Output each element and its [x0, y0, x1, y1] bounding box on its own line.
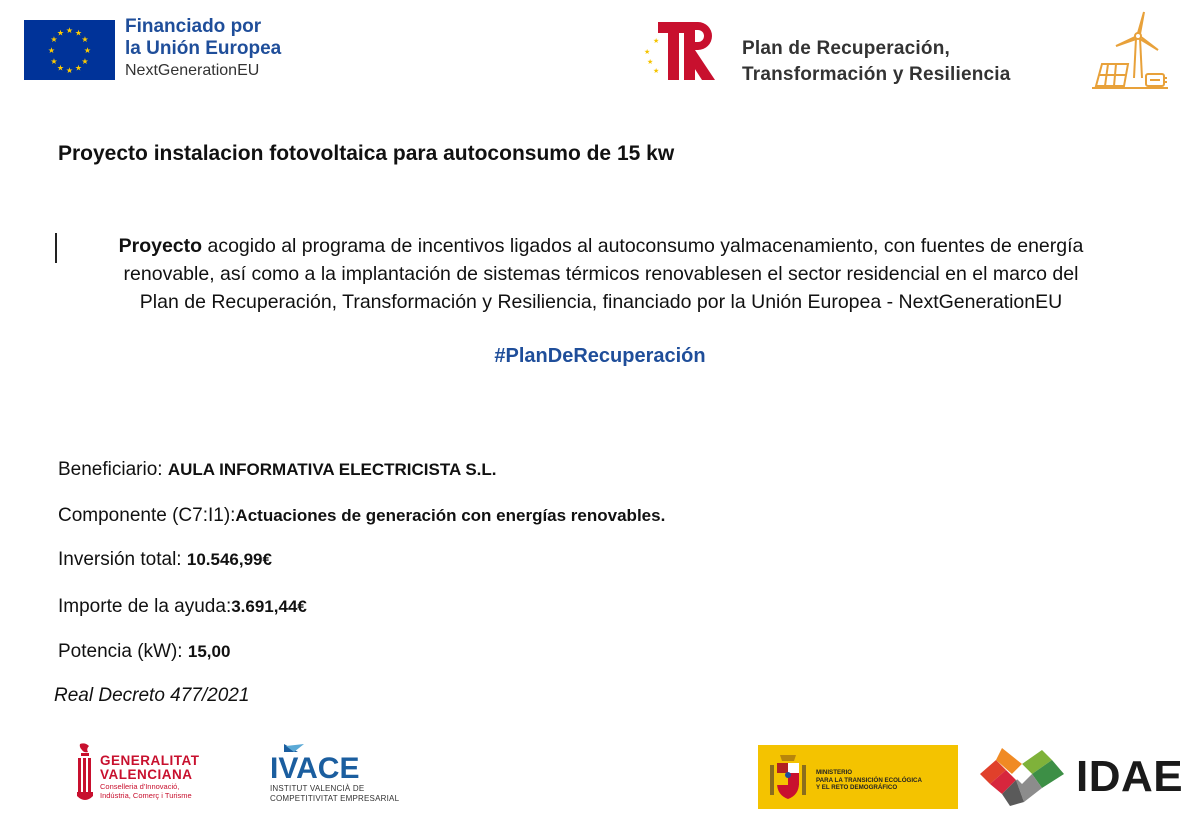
potencia-value: 15,00: [187, 642, 231, 661]
svg-text:★: ★: [56, 63, 65, 73]
importe-value: 3.691,44€: [231, 597, 307, 616]
ivace-subtitle: [270, 784, 399, 804]
svg-text:★: ★: [56, 28, 65, 38]
prtr-label: [742, 36, 1011, 88]
svg-text:★: ★: [81, 57, 89, 66]
svg-text:★: ★: [81, 35, 89, 44]
spain-shield-icon: [768, 751, 808, 803]
paragraph-line-1: [56, 232, 1146, 260]
description-paragraph: [56, 232, 1146, 316]
field-beneficiario: [58, 459, 497, 481]
eu-line-2: la Unión Europea: [125, 38, 282, 59]
prtr-line-2: Transformación y Resiliencia: [742, 64, 1011, 85]
idae-logo-icon: [976, 744, 1068, 808]
prtr-logo-icon: [640, 16, 724, 84]
svg-text:★: ★: [74, 28, 83, 38]
prtr-line-1: Plan de Recuperación,: [742, 38, 950, 59]
paragraph-line-2: renovable, así como a la implantación de sistemas térmicos renovablesen el sector residencial en el marco del: [123, 263, 1079, 285]
idae-word: IDAE: [1076, 752, 1184, 801]
gva-line-3: Conselleria d'Innovació,: [100, 782, 180, 791]
ministerio-logo: [758, 745, 958, 809]
paragraph-line-3: Plan de Recuperación, Transformación y Resiliencia, financiado por la Unión Europea - NextGenerationEU: [139, 291, 1063, 313]
ministerio-line-1: MINISTERIO: [816, 769, 853, 776]
ivace-logo-icon: [270, 744, 382, 782]
inversion-value: 10.546,99€: [186, 550, 272, 569]
gva-line-1: GENERALITAT: [100, 753, 200, 768]
inversion-label: Inversión total:: [58, 549, 182, 570]
ivace-sub-1: INSTITUT VALENCIÀ DE: [270, 784, 365, 793]
svg-text:★: ★: [83, 46, 92, 55]
field-importe: [58, 596, 307, 618]
componente-value: Actuaciones de generación con energías renovables.: [235, 506, 666, 525]
field-inversion: [58, 549, 272, 571]
gva-emblem-icon: [72, 742, 98, 804]
svg-text:★: ★: [74, 63, 83, 73]
renewable-energy-icon: [1090, 8, 1170, 92]
svg-text:★: ★: [653, 37, 660, 45]
ministerio-line-3: Y EL RETO DEMOGRÁFICO: [816, 784, 898, 791]
svg-text:★: ★: [65, 66, 74, 75]
importe-label: Importe de la ayuda:: [58, 596, 232, 617]
page-title: Proyecto instalacion fotovoltaica para autoconsumo de 15 kw: [58, 142, 675, 165]
eu-funding-label: [125, 16, 281, 82]
gva-line-2: VALENCIANA: [100, 767, 193, 782]
field-potencia: [58, 641, 230, 663]
componente-label: Componente (C7:I1):: [58, 505, 236, 526]
beneficiario-value: AULA INFORMATIVA ELECTRICISTA S.L.: [167, 460, 497, 479]
eu-line-3: NextGenerationEU: [125, 62, 260, 79]
gva-label: [100, 754, 200, 800]
svg-text:★: ★: [65, 26, 74, 35]
gva-line-4: Indústria, Comerç i Turisme: [100, 791, 192, 800]
svg-text:★: ★: [50, 57, 58, 66]
ministerio-label: [816, 769, 922, 792]
svg-text:★: ★: [47, 46, 56, 55]
potencia-label: Potencia (kW):: [58, 641, 183, 662]
ivace-word: IVACE: [270, 752, 360, 782]
paragraph-lead: Proyecto: [118, 235, 203, 257]
field-componente: [58, 505, 665, 527]
ministerio-line-2: PARA LA TRANSICIÓN ECOLÓGICA: [816, 776, 922, 784]
paragraph-line-1-text: acogido al programa de incentivos ligados al autoconsumo yalmacenamiento, con fuentes de energía: [202, 235, 1084, 257]
ivace-sub-2: COMPETITIVITAT EMPRESARIAL: [270, 794, 400, 803]
svg-text:★: ★: [653, 67, 660, 75]
hashtag: #PlanDeRecuperación: [494, 345, 706, 367]
svg-text:★: ★: [50, 35, 58, 44]
eu-flag-icon: [24, 20, 115, 80]
svg-text:★: ★: [647, 58, 654, 66]
eu-line-1: Financiado por: [125, 16, 262, 37]
svg-text:★: ★: [644, 48, 651, 56]
decree-reference: Real Decreto 477/2021: [54, 685, 250, 706]
beneficiario-label: Beneficiario:: [58, 459, 163, 480]
